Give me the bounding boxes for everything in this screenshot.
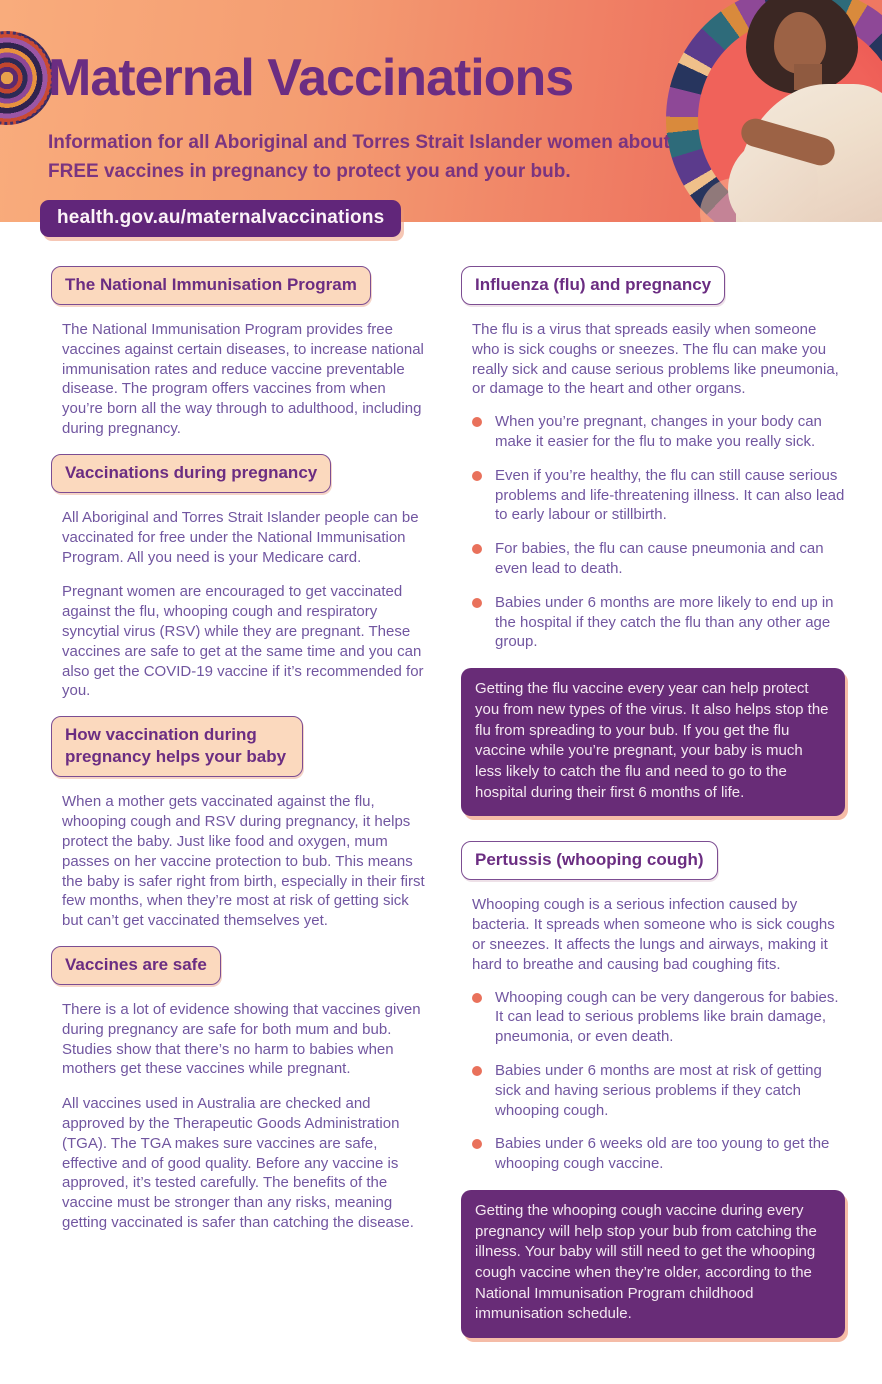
bullet-text: Babies under 6 months are more likely to end up in the hospital if they catch the flu than any other age group. [495,593,834,651]
section-heading-pill: Vaccines are safe [51,946,221,985]
bullet-text: Even if you’re healthy, the flu can still cause serious problems and life-threatening illness. It can also lead to early labour or stillbirth. [495,466,845,524]
section-intro: The flu is a virus that spreads easily when someone who is sick coughs or sneezes. The flu can make you really sick and cause serious problems like pneumonia, or damage to the heart and other organs. [472,321,839,398]
body-paragraph: All Aboriginal and Torres Strait Islander people can be vaccinated for free under the National Immunisation Program. All you need is your Medicare card. [62,508,419,566]
section-pertussis-whooping-cough [461,841,845,1338]
header-background [0,0,882,222]
main-content [0,222,882,1384]
pregnant-woman-photo [0,0,882,222]
bullet-text: Babies under 6 weeks old are too young to get the whooping cough vaccine. [495,1135,830,1173]
callout-box-flu-vaccine: Getting the flu vaccine every year can help protect you from new types of the virus. It also helps stop the flu from spreading to your bub. If you get the flu vaccine while you’re pregnant, your baby is much less likely to catch the flu and need to go to the hospital during their first 6 months of life. [461,668,845,816]
left-column [51,266,429,1338]
bullet-dot-icon [472,1139,482,1149]
bullet-dot-icon [472,417,482,427]
page-subtitle-line2: FREE vaccines in pregnancy to protect you and your bub. [48,161,571,183]
body-paragraph: When a mother gets vaccinated against the flu, whooping cough and RSV during pregnancy, it helps protect the baby. Just like food and oxygen, mum passes on her vaccine protection to bub. This means the baby is safer right from birth, especially in their first few months, when they’re most at risk of getting sick but can’t get vaccinated themselves yet. [62,793,425,930]
section-how-vaccination-helps-baby [51,716,429,931]
body-paragraph: All vaccines used in Australia are checked and approved by the Therapeutic Goods Administration (TGA). The TGA makes sure vaccines are safe, effective and of good quality. Before any vaccine is approved, it’s tested carefully. The benefits of the vaccine must be stronger than any risks, meaning getting vaccinated is safer than catching the disease. [62,1095,414,1231]
bullet-dot-icon [472,471,482,481]
section-national-immunisation-program [51,266,429,439]
section-intro: Whooping cough is a serious infection caused by bacteria. It spreads when someone who is sick coughs or sneezes. It affects the lungs and airways, making it hard to breathe and causing bad coughing fits. [472,896,835,973]
page-header [0,0,882,228]
body-paragraph: There is a lot of evidence showing that vaccines given during pregnancy are safe for both mum and bub. Studies show that there’s no harm to babies when mothers get these vaccines while pregnant. [62,1001,421,1078]
right-column [461,266,845,1338]
page-subtitle [48,128,670,187]
section-heading-pill: The National Immunisation Program [51,266,371,305]
bullet-dot-icon [472,1066,482,1076]
callout-box-whooping-cough-vaccine: Getting the whooping cough vaccine during every pregnancy will help stop your bub from catching the illness. Your baby will still need to get the whooping cough vaccine when they’re older, according to the National Immunisation Program childhood immunisation schedule. [461,1190,845,1338]
section-influenza-and-pregnancy [461,266,845,816]
bullet-item [472,412,845,452]
bullet-item [472,988,845,1047]
bullet-dot-icon [472,598,482,608]
bullet-list [472,988,845,1174]
section-vaccinations-during-pregnancy [51,454,429,701]
section-heading-pill: Influenza (flu) and pregnancy [461,266,725,305]
body-paragraph: Pregnant women are encouraged to get vaccinated against the flu, whooping cough and respiratory syncytial virus (RSV) while they are pregnant. These vaccines are safe to get at the same time and you can also get the COVID-19 vaccine if it’s recommended for you. [62,583,424,700]
bullet-item [472,539,845,579]
bullet-dot-icon [472,544,482,554]
bullet-item [472,1061,845,1120]
bullet-text: For babies, the flu can cause pneumonia and can even lead to death. [495,540,824,578]
bullet-dot-icon [472,993,482,1003]
section-heading-pill: How vaccination during pregnancy helps your baby [51,716,303,777]
bullet-text: When you’re pregnant, changes in your body can make it easier for the flu to make you really sick. [495,413,822,451]
page-subtitle-line1: Information for all Aboriginal and Torres Strait Islander women about [48,132,670,153]
body-paragraph: The National Immunisation Program provides free vaccines against certain diseases, to increase national immunisation rates and reduce vaccine preventable disease. The program offers vaccines from when you’re born all the way through to adulthood, including during pregnancy. [62,321,424,438]
bullet-item [472,1134,845,1174]
bullet-item [472,466,845,525]
bullet-text: Babies under 6 months are most at risk of getting sick and having serious problems if they catch whooping cough. [495,1062,822,1119]
section-heading-pill: Vaccinations during pregnancy [51,454,331,493]
section-heading-pill: Pertussis (whooping cough) [461,841,718,880]
bullet-item [472,593,845,652]
bullet-text: Whooping cough can be very dangerous for babies. It can lead to serious problems like brain damage, pneumonia, or even death. [495,988,839,1046]
page-title: Maternal Vaccinations [48,49,574,107]
bullet-list [472,412,845,652]
url-badge[interactable]: health.gov.au/maternalvaccinations [40,200,401,237]
section-vaccines-are-safe [51,946,429,1233]
